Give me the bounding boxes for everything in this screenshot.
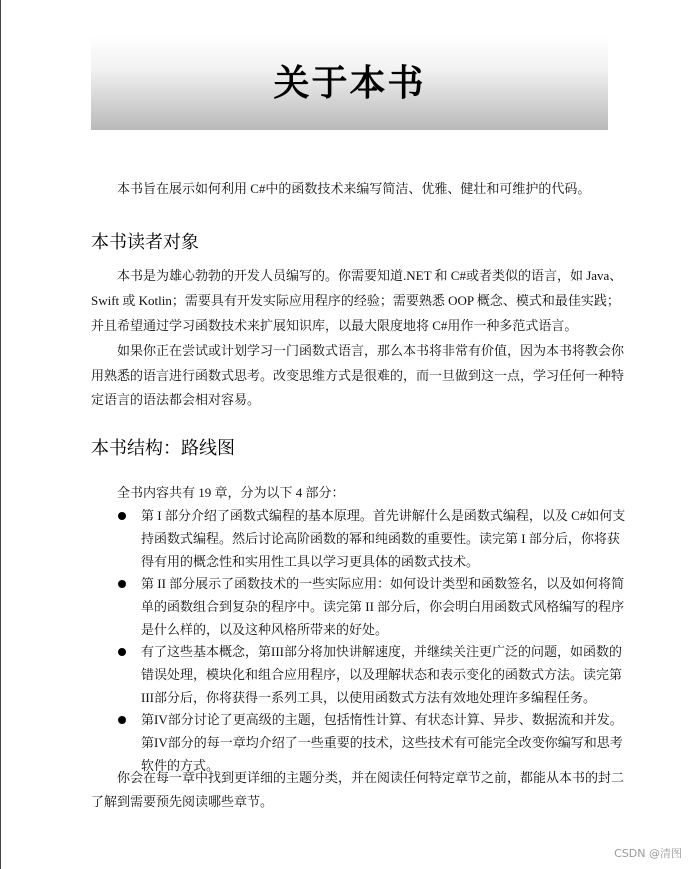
bullet-icon: [118, 716, 126, 724]
part4-line: 软件的方式。: [141, 758, 220, 773]
section-heading-audience: 本书读者对象: [91, 232, 199, 253]
audience-line: 如果你正在尝试或计划学习一门函数式语言，那么本书将非常有价值，因为本书将教会你: [117, 343, 625, 358]
audience-line: 并且希望通过学习函数技术来扩展知识库，以最大限度地将 C#用作一种多范式语言。: [91, 318, 578, 333]
audience-line: 定语言的语法都会相对容易。: [91, 392, 261, 407]
part1-line: 得有用的概念性和实用性工具以学习更具体的函数式技术。: [141, 554, 480, 569]
closing-line: 你会在每一章中找到更详细的主题分类，并在阅读任何特定章节之前，都能从本书的封二: [117, 770, 625, 785]
bullet-icon: [118, 580, 126, 588]
section-heading-roadmap: 本书结构：路线图: [91, 438, 235, 459]
part1-line: 持函数式编程。然后讨论高阶函数的幂和纯函数的重要性。读完第 I 部分后，你将获: [141, 531, 620, 546]
part2-line: 是什么样的，以及这种风格所带来的好处。: [141, 622, 389, 637]
bullet-icon: [118, 648, 126, 656]
page-title: 关于本书: [273, 63, 426, 104]
audience-line: 本书是为雄心勃勃的开发人员编写的。你需要知道.NET 和 C#或者类似的语言，如 Java、: [117, 268, 623, 283]
part3-line: 有了这些基本概念，第III部分将加快讲解速度，并继续关注更广泛的问题，如函数的: [141, 644, 622, 659]
closing-line: 了解到需要预先阅读哪些章节。: [91, 794, 274, 809]
part3-line: III部分后，你将获得一系列工具，以使用函数式方法有效地处理许多编程任务。: [141, 690, 596, 705]
page-left-border: [0, 0, 1, 869]
part1-line: 第 I 部分介绍了函数式编程的基本原理。首先讲解什么是函数式编程，以及 C#如何支: [141, 508, 626, 523]
part2-line: 第 II 部分展示了函数技术的一些实际应用：如何设计类型和函数签名，以及如何将简: [141, 576, 625, 591]
watermark: CSDN @清图: [614, 847, 682, 860]
audience-line: Swift 或 Kotlin；需要具有开发实际应用程序的经验；需要熟悉 OOP 概念、模式和最佳实践；: [91, 293, 620, 308]
part2-line: 单的函数组合到复杂的程序中。读完第 II 部分后，你会明白用函数式风格编写的程序: [141, 599, 625, 614]
part4-line: 第IV部分的每一章均介绍了一些重要的技术，这些技术有可能完全改变你编写和思考: [141, 735, 623, 750]
bullet-icon: [118, 512, 126, 520]
intro-text: 本书旨在展示如何利用 C#中的函数技术来编写简洁、优雅、健壮和可维护的代码。: [117, 181, 591, 196]
title-banner: [91, 35, 608, 130]
part4-line: 第IV部分讨论了更高级的主题，包括惰性计算、有状态计算、异步、数据流和并发。: [141, 712, 623, 727]
audience-line: 用熟悉的语言进行函数式思考。改变思维方式是很难的，而一旦做到这一点，学习任何一种特: [91, 368, 625, 383]
part3-line: 错误处理，模块化和组合应用程序，以及理解状态和表示变化的函数式方法。读完第: [141, 667, 623, 682]
roadmap-lead: 全书内容共有 19 章，分为以下 4 部分：: [117, 485, 345, 500]
